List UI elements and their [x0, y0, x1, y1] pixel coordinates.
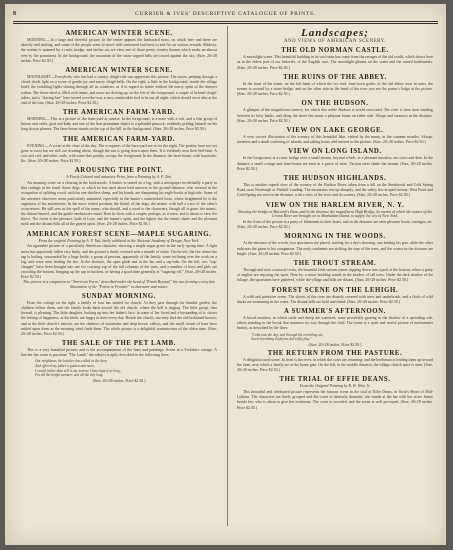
entry-description: A very correct illustration of the scenery of this beautiful lake, visited by the many, in the summer months. Sloops, steamers and a small scattering of islands, and sailing boats, add interest to the picture. (Size, 20×28 inches. Price $2.50.) [237, 135, 433, 145]
right-entries [237, 47, 433, 411]
entry-title: VIEW ON LAKE GEORGE. [286, 126, 384, 134]
entry-poem: "Calm was the day, and through the trembling air, Sweet breathing Zephyrus did softly play." [251, 332, 323, 342]
entry-description: At the entrance of the woods, two sportsmen are placed, starting for a day's shooting, one leading his gun, while the other indicates the game to his companion. The early sunbeams are striking the tops of the trees, and the waters in the distance are bright. (Size, 20×28 inches. Price $2.50.) [237, 241, 433, 256]
entry-description: A moonlight scene. This beautiful building in its vast ruins has come from the ravages of the old world, which shows here as in the oldest part of our histories, of the English race. The moonlight gleams on the water and the ruined battlements. (Size, 20×28 inches. Price $2.50.) [237, 55, 433, 70]
catalogue-entry [21, 136, 217, 165]
entry-title: ON THE HUDSON. [301, 100, 369, 108]
entry-description: In the front of the picture is a party of fishermen in their boats, and in the distance are seen pleasure boats, carriages, etc. (Size, 20×28 inches. Price $2.50.) [237, 220, 433, 230]
entry-title: THE AMERICAN FARM-YARD. [62, 108, 176, 116]
catalogue-entry [21, 67, 217, 106]
catalogue-entry [237, 127, 433, 145]
landscapes-subtitle: AND VIEWS OF AMERICAN SCENERY. [284, 39, 386, 45]
entry-title: THE SALE OF THE PET LAMB. [61, 340, 177, 348]
landscapes-title: Landscapes; [301, 27, 369, 39]
entry-description: A glimpse of the magnificent scenery for which this noble Hudson is world renowned. The river is here seen winding between its lofty banks, and along the shore lies many a pleasant home on either side. Sloops and steamers in the distance. (Size, 20×28 inches. Price $2.50.) [237, 108, 433, 123]
entry-description: In the front of the scene, on the left bank of which the ivy-clad, time-worn gothic of the old abbey rises in ruins, the stream is crossed by a stone bridge, and on the other side in the bend of the river you see the pastor's lodge at the picture. (Size, 20×28 inches. Price $2.50.) [237, 81, 433, 97]
catalogue-entry [237, 376, 433, 410]
catalogue-entry [237, 100, 433, 124]
entry-description: A wild and primitive scene. The shores of the river are densely covered with trees and underbrush, and a flock of wild ducks are swimming in the water. The distant hills are bold and tinted. (Size, 20×28 inches. Price $2.50.) [237, 294, 433, 304]
entry-description: This is a very beautiful picture, and is the accompaniment of the lines and paintings. Scene in a Yorkshire cottage. A butcher has come to purchase "The Lamb," the subject is aptly described in the following lines: [21, 348, 217, 358]
entry-title: THE TRIAL OF EFFIE DEANS. [279, 376, 391, 384]
entry-description: MORNING.—This is a picture of the farm-yard at sunrise. In the foreground, is a mare with a colt, and a fine group of horses and cattle, goat and kids; and one of the best prominent object is a splendid peacock, evidently priding himself on his long shown plumes. The farm-house stands on the top of the hill, in the background. (Size, 20×28 inches. Price $2.50.) [21, 117, 217, 132]
catalogue-entry [237, 350, 433, 374]
entry-title: AROUSING THE POINT. [74, 167, 164, 175]
entry-price: (Size, 20×28 inches. Price $2.50.) [92, 378, 146, 383]
entry-title: VIEW ON LONG ISLAND. [288, 148, 382, 156]
entry-title: THE AMERICAN FARM-YARD. [62, 135, 176, 143]
left-column [21, 27, 217, 537]
entry-description: Through and over a mass of rocks, the beautiful little stream comes tripping down into a pool at the bottom, where a party of anglers are enjoying the sport. Near by, a rustic building stands in the shadow of tall trees. Under the dark shadow of the foliage, the sportsmen have gathered, while the village and hills are distant. (Size, 20×28 inches. Price $2.50.) [237, 268, 433, 283]
catalogue-entry [21, 167, 217, 227]
entry-title: THE HUDSON HIGHLANDS. [283, 174, 387, 182]
entry-description: From the cottage on the right, a family of four has started for church. As they pass through the humble garden, the children follow them, and the family looks back toward the old church, where the bell is ringing. The little group, thus formed, is pleasing. The little daughter, looking up into her father's face, in some of her loved and a bystanding of it, shows the feeling of happiness, as the birds, are happy in their every day. Beside the church, one may find the old-fashioned houses; and in the little church's interior, are the shadows of mountains and deep brown valleys, and the small clouds of haze have settled upon them as the morning wind finds them. The whole picture is a delightful reminiscence of the olden time. (Size, 20×28 inches. Price $2.50.) [21, 300, 217, 336]
entry-description: This beautiful and celebrated picture represents the famous scene in the trial of Effie Deans, in Scott's Heart of Mid-Lothian. The characters are finely grouped and the scene is intensely dramatic; she stands at the bar with her sister Jeanie beside her, who is about to give her testimony. The court is crowded, and the scene is well portrayed. (Size, 20×28 inches. Price $2.50.) [237, 390, 433, 410]
catalogue-entry [21, 30, 217, 64]
entry-description: A broad meadow, in which cattle and sheep are scattered, some peacefully grazing in the shadow of a spreading oak, others standing in the brook that murmurs its way through the field. The scene is a quiet and restful picture of midsummer beauty, as described by the lines: [237, 316, 433, 331]
entry-price: (Size, 20×28 inches. Price $2.50.) [308, 342, 362, 347]
entry-description: An amusing scene on a clearing in the backwoods. A hunter is seated on a log, with a newspaper incidentally a party in that cuttings in his hand. Some dogs, to which he has used about lead answers to the ground-distance, who seemed in the occupation of splitting wood, with his one shirtless sheep, and his hands, are sharpening his eagle-hooks at high tide. Some of the attentive observers seem particularly animated, especially in the hunter's outstretched form, where heightened he is the eagerness of his movements. In the more retired position, the bland, of the dogs, the master with half a trace of the other's occurrences. He still sees in the spell of the many, who should, and a word to the characters, though all is gone: the mimic, the distant-hunted, and the gentle unobtrusive mind. Here he lives with a couple, perhaps, as it were, and is about to view the forest. The forest is the pleasure, both of Lore, and the hunter's spirit, and the lighter but the mimic shade and the pleasant nook and the distant hills all of the gusted upon. (Size, 20×28 inches. Price $2.50.) [21, 181, 217, 227]
right-column [237, 27, 433, 537]
entry-title: FOREST SCENE ON THE LEHIGH. [271, 286, 399, 294]
entry-title: VIEW ON THE HARLEM RIVER, N. Y. [265, 201, 405, 209]
entry-title: THE TROUT STREAM. [293, 259, 377, 267]
entry-description: EVENING.—A scene at the close of the day. The occupants of the barn-yard are in for the night. The poultry have not yet gone to roost but are still out strutting about, though the sun is going down upon them. It is evidently near their bed-time. A cow and calf, and other cattle, with some fine poultry, occupy the foreground. In the distance, the farm-house, with haystacks, &c. (Size, 20×28 inches. Price $2.50.) [21, 143, 217, 164]
catalogue-entry [237, 202, 433, 231]
entry-description: This is another superb view of the scenery of the Hudson River, taken from a hill on the Steinbrook and Cold Spring Road, near Newburgh or Fishkill Landing. The mountains rise up abruptly, and the valley lies in quiet beauty. West Point and Cold Spring are seen in the distance, with a view of the river and its scenery. (Size, 20×28 inches. Price $2.50.) [237, 183, 433, 198]
catalogue-entry [237, 308, 433, 347]
running-title: CURRIER & IVES' DESCRIPTIVE CATALOGUE OF PRINTS. [135, 11, 316, 17]
entry-description: MOONLIGHT.—Everybody who has had a country sleigh-ride can appreciate this picture. The moon, peeping through a cloud, sheds light on a scene of gentle joy and merry sleigh-bells. On the right, a little in the background, stands the village hotel, the twinkling lights shining through all its windows, as if to regard its frame without the merry spirit of the dancers within. The horse-shed is filled with teams, and more are driving up, on the left of the foreground, a couple of belated sleigh-riders, and a "driving bee" have turned over-the-way a very comfortable bed to be out all night, which should serve also at the end of the tour. (Size, 20×28 inches. Price $2.50.) [21, 75, 217, 105]
entry-subtitle: From the Original Painting by R. W. Weir, Jr. [299, 384, 371, 389]
entry-title: SUNDAY MORNING. [81, 292, 157, 300]
entry-title: THE RETURN FROM THE PASTURE. [267, 349, 403, 357]
catalogue-entry [237, 148, 433, 172]
entry-title: THE OLD NORMAN CASTLE. [281, 47, 389, 55]
catalogue-entry [237, 175, 433, 199]
entry-description: In the foreground, is a rustic bridge over a small stream, beyond which, in a pleasant meadow, are cows and deer. In the distance a small cottage and farm-house are seen in a grove of trees. Various trees shade the stream. (Size, 20×28 inches. Price $2.50.) [237, 156, 433, 171]
entry-description: A delightful rural scene. In front is the river, to which the cows are returning; and the herdsman is leading them up toward the farm, near which a family are at the home gate. On the left, in the middle distance, the village church spire is seen. (Size, 20×28 inches. Price $2.50.) [237, 357, 433, 373]
catalogue-entry [21, 231, 217, 290]
catalogue-entry [21, 109, 217, 133]
entry-poem: Our neighbour, the butcher, has called at the door, And offered my father a guinea and more; I would rather than sell it, my sorrow I have kept it so long, For all the bright summer, and all the day long. [35, 359, 121, 378]
catalogue-entry [237, 74, 433, 98]
entry-subtitle: Showing the bridge at Macomb's Dam, and in the distance the magnificent High Bridge, by means of which the waters of the Croton River are brought on to Manhattan Island, to supply the city of New York. [237, 209, 433, 219]
page-header [13, 11, 438, 21]
catalogue-entry [237, 233, 433, 257]
entry-title: THE RUINS OF THE ABBEY. [283, 73, 387, 81]
entry-title: AMERICAN WINTER SCENE. [65, 66, 173, 74]
catalogue-entry [21, 293, 217, 337]
entry-note: This picture is a companion to "American Farm," described under the head of "Frank Beyond," the two forming a very fine illustration of the "Forest or Frontier" in character and winter. [22, 280, 216, 290]
entry-title: A SUMMER'S AFTERNOON. [284, 307, 386, 315]
entry-title: MORNING IN THE WOODS. [284, 233, 386, 241]
catalogue-entry [237, 260, 433, 284]
entry-description: MORNING.—In a large and cheerful picture. In the center appears the landsward mass, on which here and there are sketchy and smiling, and some of the people seem to move with contented swiftness to and fro on various errands. Midway, the stream is spanned by a rustic bridge, and farther on, we view one of those pretty country houses which make an almost ever-fy the prominent. In the background, the mountain of the snow-capped hills are traced against the sky. (Size, 20×28 inches. Price $2.50.) [21, 38, 217, 63]
entry-title: AMERICAN FOREST SCENE—MAPLE SUGARING. [26, 230, 212, 238]
catalogue-page [5, 4, 446, 545]
entry-subtitle: From the original Painting by A. F. Tait, lately exhibited at the National Academy of Design, New York. [38, 238, 200, 243]
header-rule [13, 21, 438, 24]
catalogue-entry [237, 287, 433, 305]
page-number: 8 [13, 11, 16, 17]
entry-description: An agreeable picture of a peculiarly American character, showing a maple sugar grove in the early spring time. A light snow has apparently fallen very lately, and the ground is thinly covered with a mantle of white. On the left, the fire where the sap is boiling, surrounded by a large kettle, a group of persons, apparently of the family, some reclining over the work on a log, and some seen feeding the fire. In the distance, the open glade and in the far, and a sap-tubs. On the left, two "sap-chopper" have been brought into use for carrying sap of the tall columns of the trees, and a number of boys and girls are crowding the bottom, bringing up the sap in buckets, or having a good time generally at "sugaring-off." (Size, 20×28 inches. Price $2.50.) [21, 244, 217, 280]
catalogue-entry [21, 340, 217, 383]
entry-subtitle: A Finely Colored and attractive Print, from a Painting by A. F. Tait. [66, 175, 172, 180]
landscapes-heading [237, 27, 433, 44]
column-divider [227, 26, 228, 526]
entry-title: AMERICAN WINTER SCENE. [65, 30, 173, 37]
catalogue-entry [237, 47, 433, 71]
